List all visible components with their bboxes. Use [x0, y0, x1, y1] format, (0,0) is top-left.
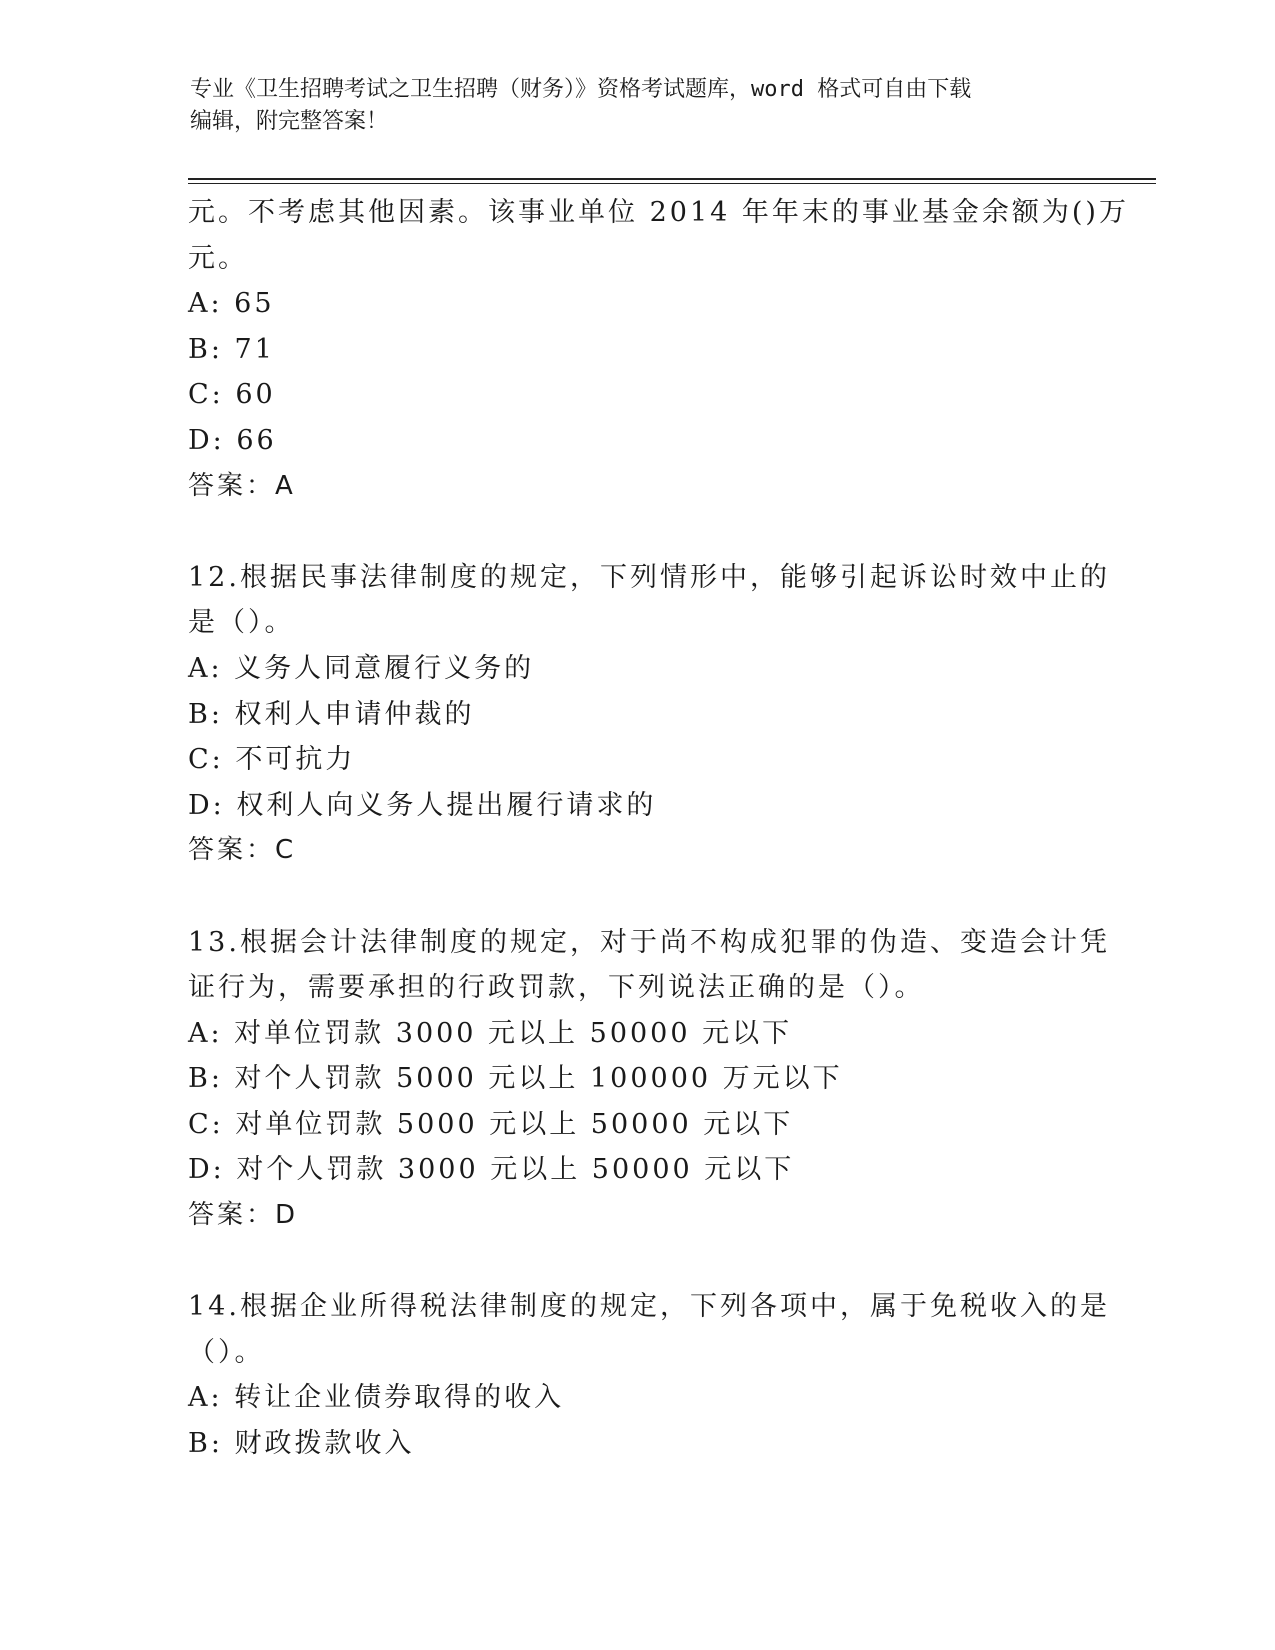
spacer: [188, 509, 1088, 555]
option-a: A: 对单位罚款 3000 元以上 50000 元以下: [188, 1017, 793, 1049]
header-line-1: 专业《卫生招聘考试之卫生招聘（财务）》资格考试题库，word 格式可自由下载: [190, 77, 972, 102]
question-stem-line: 是（）。: [188, 607, 295, 639]
option-c: C: 60: [188, 379, 276, 411]
question-13: [188, 920, 1110, 1239]
question-stem-line: 13.根据会计法律制度的规定，对于尚不构成犯罪的伪造、变造会计凭: [188, 926, 1110, 958]
option-c: C: 不可抗力: [188, 744, 356, 776]
question-stem-line: 元。不考虑其他因素。该事业单位 2014 年年末的事业基金余额为()万: [188, 197, 1129, 228]
option-a: A: 义务人同意履行义务的: [188, 652, 535, 684]
question-stem-line: 12.根据民事法律制度的规定，下列情形中，能够引起诉讼时效中止的: [188, 561, 1110, 593]
question-12: [188, 555, 1110, 874]
option-b: B: 财政拨款收入: [188, 1428, 415, 1460]
spacer: [188, 874, 1088, 920]
option-d: D: 对个人罚款 3000 元以上 50000 元以下: [188, 1154, 795, 1186]
answer-line: 答案：D: [188, 1200, 299, 1231]
option-b: B: 71: [188, 333, 275, 365]
answer-line: 答案：C: [188, 835, 297, 866]
spacer: [188, 1239, 1088, 1285]
option-d: D: 权利人向义务人提出履行请求的: [188, 789, 657, 821]
option-a: A: 65: [188, 288, 275, 320]
document-header: [190, 74, 1090, 138]
question-stem-line: 14.根据企业所得税法律制度的规定，下列各项中，属于免税收入的是: [188, 1291, 1110, 1323]
question-14: [188, 1284, 1110, 1466]
question-stem-line: （）。: [188, 1336, 265, 1368]
option-c: C: 对单位罚款 5000 元以上 50000 元以下: [188, 1108, 794, 1140]
question-stem-line: 元。: [188, 242, 248, 274]
question-stem-line: 证行为，需要承担的行政罚款，下列说法正确的是（）。: [188, 972, 925, 1004]
option-b: B: 对个人罚款 5000 元以上 100000 万元以下: [188, 1063, 843, 1095]
question-11: [188, 190, 1129, 509]
header-divider-thin: [188, 183, 1156, 184]
option-a: A: 转让企业债券取得的收入: [188, 1382, 565, 1414]
answer-line: 答案：A: [188, 470, 296, 501]
header-divider-thick: [188, 178, 1156, 180]
header-line-2: 编辑，附完整答案！: [190, 109, 389, 134]
option-b: B: 权利人申请仲裁的: [188, 698, 475, 730]
option-d: D: 66: [188, 424, 277, 456]
question-list: [188, 190, 1129, 1467]
